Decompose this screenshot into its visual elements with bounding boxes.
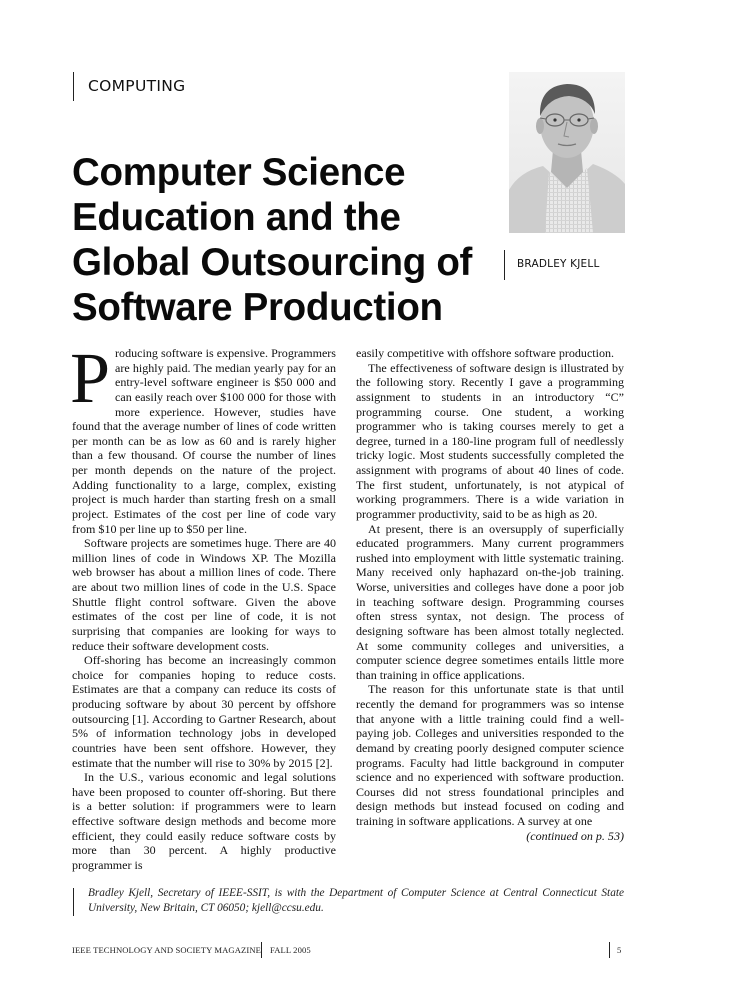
author-portrait-image	[509, 72, 625, 233]
page-number: 5	[617, 945, 622, 955]
author-note-divider	[73, 888, 74, 916]
author-byline: BRADLEY KJELL	[517, 258, 600, 270]
paragraph-text: roducing software is expensive. Programmers are highly paid. The median yearly pay for an entry-level software engineer is $50 000 and can easily reach over $100 000 for those with more experience. However, studies have found that the average number of lines of code written per month can be as low as 60 and is rarely higher than a few thousand. Of course the number of lines per month depends on the nature of the project. Adding functionality to a large, complex, existing project is much harder than starting fresh on a small project. Estimates of the cost per line of code vary from $10 per line up to $50 per line.	[72, 346, 336, 536]
page-number-divider	[609, 942, 610, 958]
title-line: Education and the	[72, 196, 401, 239]
author-photo	[509, 72, 625, 233]
footer-magazine-name: IEEE TECHNOLOGY AND SOCIETY MAGAZINE	[72, 945, 261, 955]
continued-note: (continued on p. 53)	[526, 828, 624, 843]
body-column-right	[356, 346, 624, 843]
body-paragraph: The effectiveness of software design is illustrated by the following story. Recently I gave a programming assignment to students in an introductory “C” programming course. One student, a working programmer who is taking courses merely to get a degree, turned in a 180-line program full of needlessly tricky logic. Most students successfully completed the assignment with programs of about 40 lines of code. The first student, unfortunately, is not atypical of working programmers. There is a wide variation in programmer productivity, said to be as high as 20.	[356, 360, 624, 521]
title-line: Global Outsourcing of	[72, 241, 473, 284]
body-paragraph: Software projects are sometimes huge. There are 40 million lines of code in Windows XP. The Mozilla web browser has about a million lines of code. There are about two million lines of code in the U.S. Space Shuttle flight control software. Given the above estimates of the cost per line of code, it is not surprising that companies are looking for ways to reduce their software development costs.	[72, 536, 336, 653]
byline-divider	[504, 250, 505, 280]
drop-cap: P	[70, 338, 111, 418]
footer-divider	[261, 942, 262, 958]
footer-issue: FALL 2005	[270, 945, 311, 955]
article-title	[72, 150, 492, 330]
title-line: Computer Science	[72, 151, 406, 194]
author-note: Bradley Kjell, Secretary of IEEE-SSIT, is with the Department of Computer Science at Central Connecticut State University, New Britain, CT 06050; kjell@ccsu.edu.	[88, 887, 624, 914]
section-label: COMPUTING	[88, 77, 186, 95]
body-paragraph: easily competitive with offshore software production.	[356, 346, 615, 360]
section-divider	[73, 72, 74, 101]
body-paragraph: In the U.S., various economic and legal solutions have been proposed to counter off-shoring. But there is a better solution: if programmers were to learn effective software design methods and become more efficient, they could easily reduce software costs by more than 30 percent. A highly productive programmer is	[72, 770, 336, 872]
body-paragraph: At present, there is an oversupply of superficially educated programmers. Many current programmers rushed into employment with little systematic training. Many received only haphazard on-the-job training. Worse, universities and colleges have done a poor job in teaching software design. Programming courses often stress syntax, not design. The process of designing software has been almost totally neglected. At some community colleges and universities, a computer science degree sometimes entails little more than training in office applications.	[356, 521, 624, 682]
body-paragraph	[70, 338, 336, 536]
body-paragraph: Off-shoring has become an increasingly common choice for companies hoping to reduce costs. Estimates are that a company can reduce its costs of producing software by about 30 percent by offshore outsourcing [1]. According to Gartner Research, about 5% of information technology jobs in developed countries have been sent offshore. However, they estimate that the number will rise to 30% by 2015 [2].	[72, 653, 336, 770]
body-paragraph: The reason for this unfortunate state is that until recently the demand for programmers was so intense that anyone with a little training could find a well-paying job. Colleges and universities responded to the demand by creating poorly designed computer science programs. Faculty had little background in computer science and no experienced with software production. Courses did not stress foundational principles and design methods but instead focused on coding and training in software applications. A survey at one	[356, 682, 624, 828]
body-column-left	[70, 338, 336, 873]
title-line: Software Production	[72, 286, 443, 329]
